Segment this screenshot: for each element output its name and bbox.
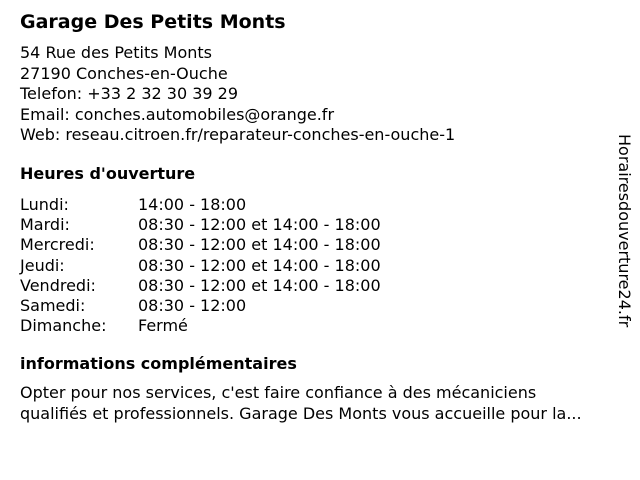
- info-heading: informations complémentaires: [20, 354, 297, 373]
- hours-value: 08:30 - 12:00 et 14:00 - 18:00: [138, 275, 381, 295]
- day-label: Mardi:: [20, 215, 70, 235]
- hours-value: Fermé: [138, 316, 188, 336]
- hours-row-wednesday: [20, 235, 381, 255]
- hours-row-sunday: [20, 316, 381, 336]
- email-text: Email: conches.automobiles@orange.fr: [20, 104, 335, 124]
- hours-heading: Heures d'ouverture: [20, 164, 196, 183]
- hours-value: 08:30 - 12:00 et 14:00 - 18:00: [138, 215, 381, 235]
- day-label: Vendredi:: [20, 275, 96, 295]
- hours-row-friday: [20, 276, 381, 296]
- contact-block: [20, 43, 455, 146]
- description-line: qualifiés et professionnels. Garage Des Monts vous accueille pour la...: [20, 403, 582, 423]
- hours-value: 08:30 - 12:00 et 14:00 - 18:00: [138, 255, 381, 275]
- day-label: Mercredi:: [20, 235, 95, 255]
- day-label: Lundi:: [20, 195, 69, 214]
- hours-value: 14:00 - 18:00: [138, 195, 247, 214]
- site-watermark: Horairesdouverture24.fr: [615, 134, 634, 328]
- description-line: Opter pour nos services, c'est faire confiance à des mécaniciens: [20, 383, 537, 402]
- hours-value: 08:30 - 12:00 et 14:00 - 18:00: [138, 235, 381, 255]
- hours-row-thursday: [20, 256, 381, 276]
- description-text: [20, 383, 635, 424]
- hours-row-tuesday: [20, 215, 381, 235]
- website-text: Web: reseau.citroen.fr/reparateur-conches-en-ouche-1: [20, 125, 456, 144]
- day-label: Dimanche:: [20, 316, 107, 336]
- opening-hours-table: [20, 195, 381, 336]
- business-name: Garage Des Petits Monts: [20, 11, 286, 33]
- hours-row-saturday: [20, 296, 381, 316]
- hours-row-monday: [20, 195, 381, 215]
- address-line-street: 54 Rue des Petits Monts: [20, 43, 213, 62]
- address-line-city: 27190 Conches-en-Ouche: [20, 63, 228, 83]
- hours-value: 08:30 - 12:00: [138, 296, 247, 316]
- day-label: Jeudi:: [20, 255, 65, 275]
- phone-text: Telefon: +33 2 32 30 39 29: [20, 84, 239, 103]
- day-label: Samedi:: [20, 296, 86, 316]
